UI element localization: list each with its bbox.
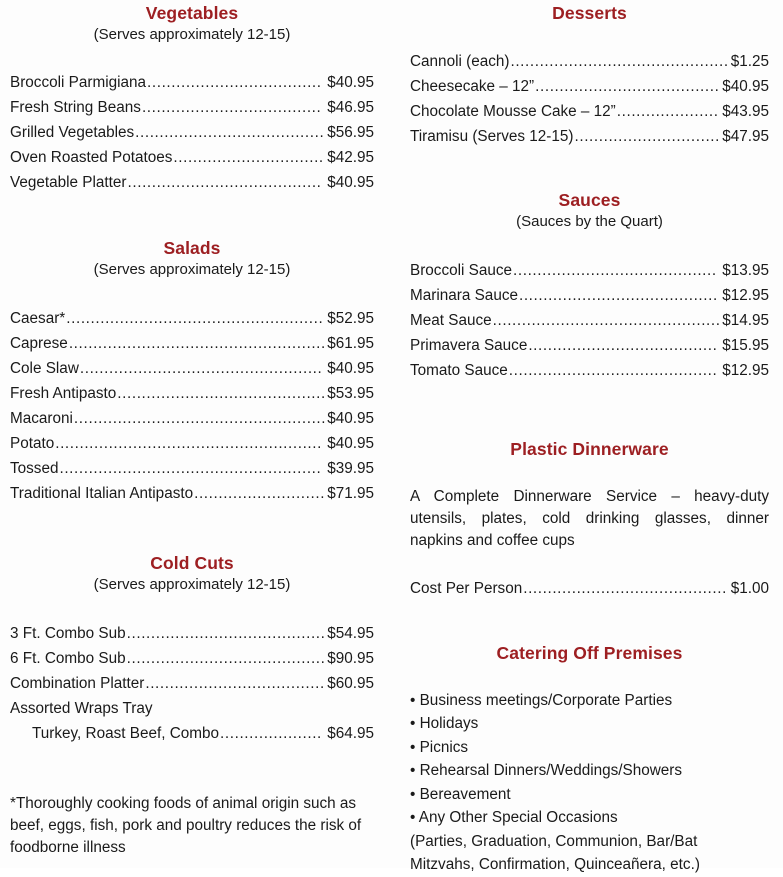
menu-item-row [10,95,374,120]
dot-leader: ...................................................... [59,460,322,478]
menu-item-row [10,120,374,145]
menu-item-price: $60.95 [327,675,374,693]
dot-leader: ..................................... [141,99,322,117]
menu-item-name: Potato [10,435,55,453]
menu-item-name: Tomato Sauce [410,362,508,380]
catering-bullet-item: • Any Other Special Occasions [410,809,618,826]
section-title-plastic-dinnerware: Plastic Dinnerware [510,439,669,460]
section-title-sauces: Sauces [558,190,621,211]
menu-item-price: $71.95 [327,485,374,503]
menu-item-price: $40.95 [722,78,769,96]
salads-item-list [10,306,374,506]
menu-item-price: $61.95 [327,335,374,353]
dot-leader: ....................................................... [55,435,322,453]
dot-leader: ...................................... [535,78,720,96]
catering-bullet-item: • Business meetings/Corporate Parties [410,691,673,709]
menu-item-price: $14.95 [722,312,769,330]
menu-item-price: $12.95 [722,287,769,305]
menu-item-price: $40.95 [327,410,374,428]
menu-item-row [10,671,374,696]
catering-bullet-item: • Picnics [410,738,469,756]
catering-bullet-item: • Rehearsal Dinners/Weddings/Showers [410,762,683,779]
section-subtitle-vegetables: (Serves approximately 12-15) [93,26,291,44]
dot-leader: .................................................. [79,360,323,378]
menu-item-price: $53.95 [327,385,374,403]
section-title-vegetables: Vegetables [145,3,239,23]
menu-item-price: $12.95 [722,362,769,380]
cost-per-person-row [410,576,769,601]
section-title-catering: Catering Off Premises [496,643,683,664]
sauces-item-list [410,258,769,383]
menu-item-price: $15.95 [722,337,769,355]
section-subtitle-salads: (Serves approximately 12-15) [93,261,291,279]
menu-item-price: $40.95 [327,360,374,378]
menu-item-row [10,170,374,195]
menu-item-price: $40.95 [327,74,374,92]
menu-item-price: $42.95 [327,149,374,167]
dot-leader: .................................... [147,74,322,92]
menu-item-name: Fresh Antipasto [10,385,117,403]
menu-item-price: $39.95 [327,460,374,478]
cost-per-person-label: Cost Per Person [410,580,523,598]
menu-item-price: $90.95 [327,650,374,668]
menu-item-name: Marinara Sauce [410,287,518,305]
menu-item-row [10,646,374,671]
menu-item-row [10,721,374,746]
menu-item-name: Traditional Italian Antipasto [10,485,194,503]
menu-item-row [10,456,374,481]
menu-item-name: Macaroni [10,410,73,428]
menu-item-row [10,621,374,646]
plastic-dinnerware-description: A Complete Dinnerware Service – heavy-duty utensils, plates, cold drinking glasses, dinner napkins and coffee cups [410,488,769,550]
dot-leader: ..................................... [145,675,325,693]
menu-item-row [10,145,374,170]
menu-item-row [410,358,769,383]
menu-item-price: $40.95 [327,435,374,453]
menu-item-row [10,381,374,406]
dot-leader: .................................................... [73,410,327,428]
menu-item-price: $13.95 [722,262,769,280]
left-column [0,0,392,868]
right-column [392,0,783,873]
dot-leader: ............................................. [510,53,729,71]
section-title-desserts: Desserts [552,3,627,23]
menu-item-row [410,74,769,99]
menu-item-price: $64.95 [327,725,374,743]
menu-item-row [410,283,769,308]
menu-item-name: Combination Platter [10,675,145,693]
menu-item-price: $1.25 [730,53,769,71]
menu-item-name: Assorted Wraps Tray [10,700,153,718]
section-desserts [410,0,769,149]
dot-leader: ..................... [616,103,719,121]
menu-item-row [10,331,374,356]
menu-item-name: Meat Sauce [410,312,492,330]
dot-leader: ....................................... [528,337,718,355]
menu-item-row [410,333,769,358]
menu-item-name: Turkey, Roast Beef, Combo [32,725,220,743]
menu-item-price: $52.95 [327,310,374,328]
dot-leader: ........................................ [127,174,322,192]
menu-item-name: 6 Ft. Combo Sub [10,650,126,668]
menu-item-price: $56.95 [327,124,374,142]
menu-item-name: Cheesecake – 12” [410,78,535,96]
menu-item-name: Caprese [10,335,68,353]
menu-item-row [10,696,374,721]
menu-item-name: Tossed [10,460,59,478]
menu-item-row [10,70,374,95]
section-title-salads: Salads [163,238,221,259]
menu-item-name: Vegetable Platter [10,174,127,192]
dot-leader: ..................................................... [66,310,324,328]
menu-item-price: $54.95 [327,625,374,643]
menu-item-price: $46.95 [327,99,374,117]
section-subtitle-cold-cuts: (Serves approximately 12-15) [93,576,291,594]
vegetables-item-list [10,70,374,195]
menu-item-name: Cole Slaw [10,360,79,378]
menu-item-row [10,406,374,431]
menu-item-name: Chocolate Mousse Cake – 12” [410,103,616,121]
section-catering-off-premises [410,643,769,876]
menu-item-row [10,481,374,506]
section-title-cold-cuts: Cold Cuts [150,553,234,574]
cost-per-person-price: $1.00 [730,580,769,598]
menu-item-name: Cannoli (each) [410,53,510,71]
menu-item-name: Broccoli Sauce [410,262,513,280]
menu-item-row [10,431,374,456]
section-vegetables [10,0,374,195]
section-cold-cuts [10,553,374,746]
dot-leader: ........................................... [117,385,326,403]
catering-bullet-list [410,689,769,830]
dot-leader: ..................................................... [68,335,326,353]
menu-item-name: Broccoli Parmigiana [10,74,147,92]
desserts-item-list [410,49,769,149]
catering-continuation-lines [410,830,769,877]
menu-item-name: Oven Roasted Potatoes [10,149,173,167]
dot-leader: .............................. [574,128,720,146]
dot-leader: ........................... [194,485,326,503]
section-subtitle-sauces: (Sauces by the Quart) [516,213,663,231]
section-sauces [410,190,769,383]
menu-item-price: $47.95 [722,128,769,146]
dot-leader: ..................... [220,725,322,743]
cold-cuts-item-list [10,621,374,746]
dot-leader: ......................................... [126,625,326,643]
menu-item-name: 3 Ft. Combo Sub [10,625,126,643]
menu-item-name: Caesar* [10,310,66,328]
catering-bullet-item: • Bereavement [410,785,511,803]
menu-item-price: $40.95 [327,174,374,192]
menu-item-row [10,356,374,381]
dot-leader: ......................................... [126,650,326,668]
menu-item-price: $43.95 [722,103,769,121]
dot-leader: ....................................... [135,124,325,142]
menu-item-row [410,49,769,74]
dot-leader: .......................................... [523,580,727,598]
allergen-footnote: *Thoroughly cooking foods of animal origin such as beef, eggs, fish, pork and poultry reduces the risk of foodborne illness [10,795,362,857]
menu-item-row [10,306,374,331]
dot-leader: ......................................... [518,287,718,305]
plastic-dinnerware-cost-row-wrap [410,576,769,601]
menu-item-row [410,99,769,124]
dot-leader: .......................................... [513,262,717,280]
catering-continuation-line: (Parties, Graduation, Communion, Bar/Bat [410,832,698,850]
section-plastic-dinnerware [410,439,769,601]
dot-leader: ............................... [173,149,324,167]
menu-item-name: Tiramisu (Serves 12-15) [410,128,574,146]
dot-leader: ........................................... [508,362,718,380]
catering-continuation-line: Mitzvahs, Confirmation, Quinceañera, etc.) [410,856,700,873]
dot-leader: ............................................... [492,312,721,330]
menu-item-row [410,258,769,283]
menu-item-name: Grilled Vegetables [10,124,135,142]
section-salads [10,238,374,506]
menu-item-name: Fresh String Beans [10,99,141,117]
catering-bullet-item: • Holidays [410,715,479,732]
menu-item-row [410,308,769,333]
menu-item-row [410,124,769,149]
menu-item-name: Primavera Sauce [410,337,528,355]
